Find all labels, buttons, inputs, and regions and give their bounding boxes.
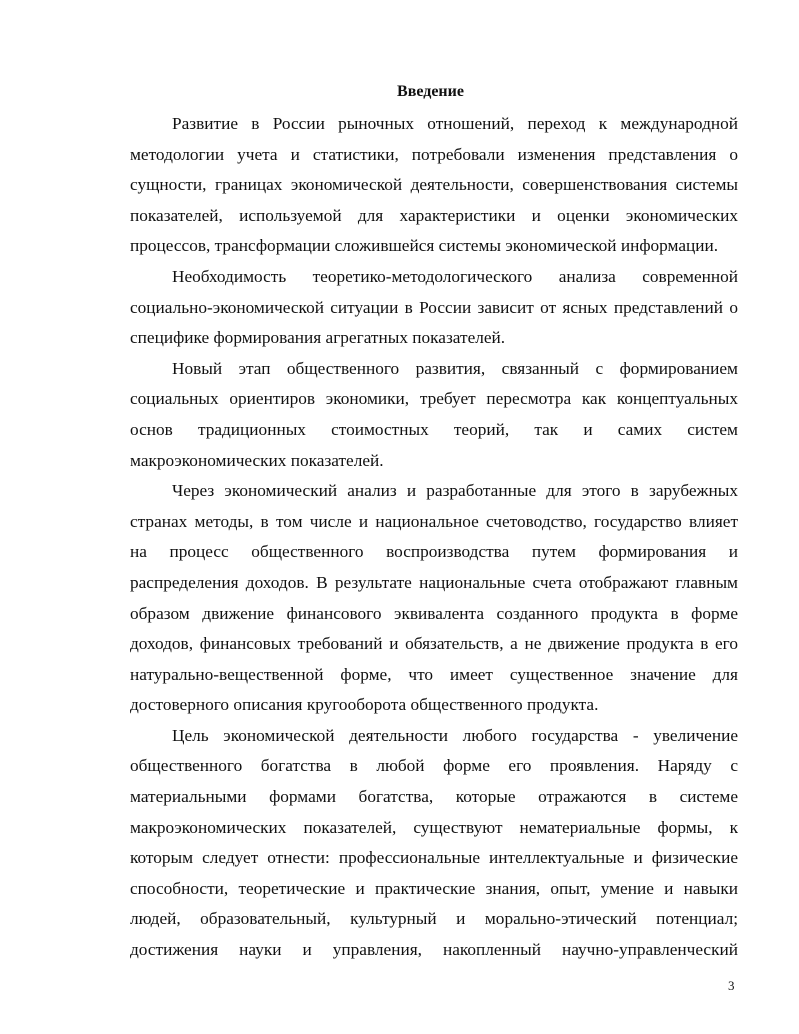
text-line: странах методы, в том числе и национальное счетоводство, государство влияет <box>130 511 738 531</box>
text-line: Новый этап общественного развития, связанный с формированием <box>172 358 738 378</box>
text-line: натурально-вещественной форме, что имеет существенное значение для <box>130 664 738 684</box>
text-line: распределения доходов. В результате национальные счета отображают главным <box>130 572 738 592</box>
text-line: специфике формирования агрегатных показателей. <box>130 328 506 348</box>
text-line: достижения науки и управления, накопленный научно-управленческий <box>130 940 738 960</box>
text-line: образом движение финансового эквивалента созданного продукта в форме <box>130 603 738 623</box>
paragraph-5 <box>130 721 738 966</box>
text-line: доходов, финансовых требований и обязательств, а не движение продукта в его <box>130 634 738 654</box>
paragraph-2 <box>130 262 738 354</box>
text-line: людей, образовательный, культурный и морально-этический потенциал; <box>130 909 738 929</box>
text-line: макроэкономических показателей, существуют нематериальные формы, к <box>130 817 738 837</box>
text-line: материальными формами богатства, которые отражаются в системе <box>130 787 738 807</box>
text-line: макроэкономических показателей. <box>130 450 384 470</box>
paragraph-4 <box>130 476 738 721</box>
text-line: Через экономический анализ и разработанные для этого в зарубежных <box>172 481 738 501</box>
text-line: социально-экономической ситуации в России зависит от ясных представлений о <box>130 297 738 317</box>
text-line: социальных ориентиров экономики, требует пересмотра как концептуальных <box>130 389 738 409</box>
text-line: на процесс общественного воспроизводства путем формирования и <box>130 542 738 562</box>
text-line: Необходимость теоретико-методологического анализа современной <box>172 266 738 286</box>
text-line: сущности, границах экономической деятельности, совершенствования системы <box>130 175 738 195</box>
text-line: достоверного описания кругооборота общественного продукта. <box>130 695 599 715</box>
text-line: Развитие в России рыночных отношений, переход к международной <box>172 114 738 133</box>
paragraph-3 <box>130 354 738 476</box>
text-line: показателей, используемой для характеристики и оценки экономических <box>130 205 738 225</box>
text-line: основ традиционных стоимостных теорий, так и самих систем <box>130 419 738 439</box>
page-title: Введение <box>397 83 464 100</box>
body-text <box>130 109 738 966</box>
text-line: способности, теоретические и практические знания, опыт, умение и навыки <box>130 878 738 898</box>
text-line: которым следует отнести: профессиональные интеллектуальные и физические <box>130 848 738 868</box>
paragraph-1 <box>130 109 738 262</box>
text-line: Цель экономической деятельности любого государства - увеличение <box>172 725 738 745</box>
text-line: процессов, трансформации сложившейся системы экономической информации. <box>130 236 719 256</box>
page-number: 3 <box>728 978 735 993</box>
text-line: методологии учета и статистики, потребовали изменения представления о <box>130 144 738 164</box>
text-line: общественного богатства в любой форме его проявления. Наряду с <box>130 756 738 776</box>
